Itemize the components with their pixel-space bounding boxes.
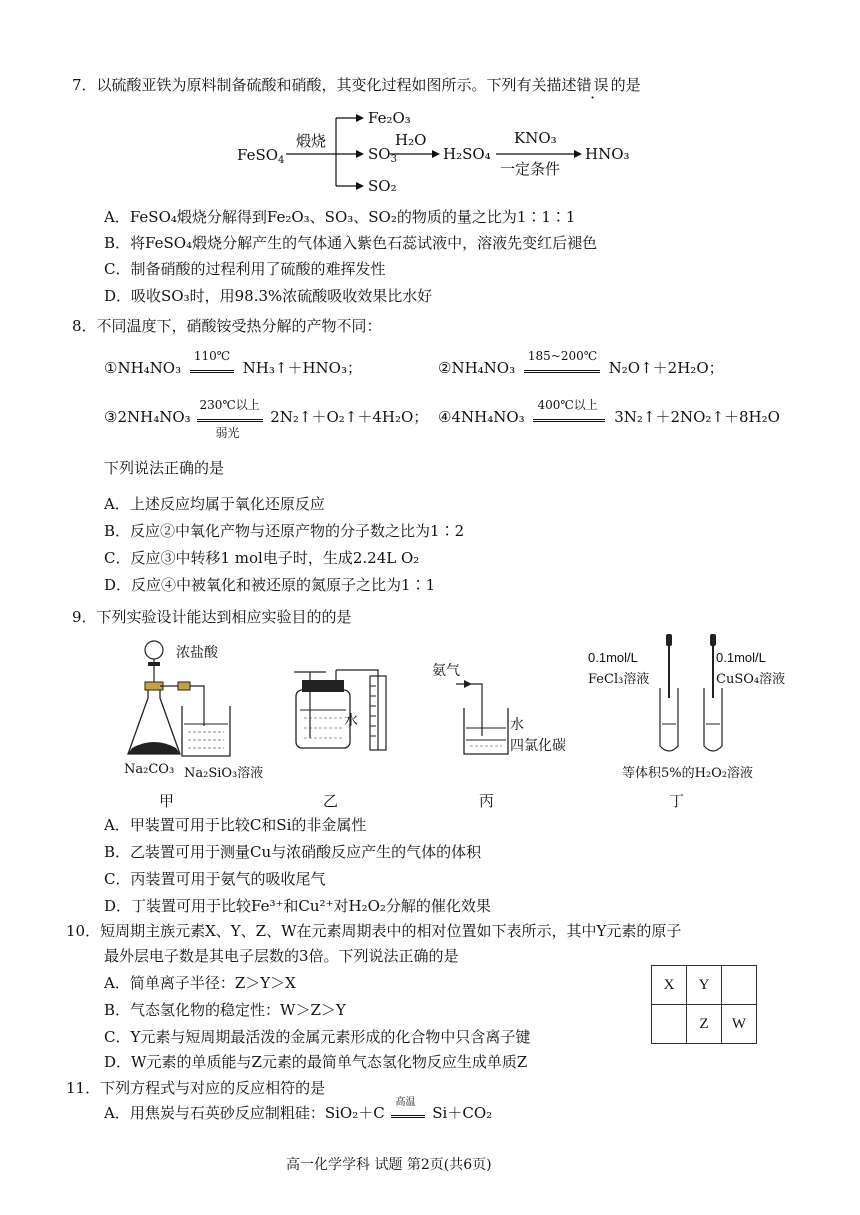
ding-h2o2-label: 等体积5%的H₂O₂溶液 bbox=[622, 766, 754, 781]
scheme-condition: 一定条件 bbox=[500, 160, 561, 178]
r1-condition: 110℃ bbox=[190, 360, 234, 373]
ding-cuso4-label: CuSO₄溶液 bbox=[716, 672, 786, 687]
q8-stem: 8．不同温度下，硝酸铵受热分解的产物不同： bbox=[72, 317, 382, 335]
cell-y: Y bbox=[687, 966, 722, 1005]
q7-option-c: C．制备硝酸的过程利用了硫酸的难挥发性 bbox=[104, 260, 386, 278]
r4-condition: 400℃以上 bbox=[533, 409, 605, 422]
bing-ccl4-label: 四氯化碳 bbox=[510, 738, 566, 754]
scheme-so3: $SO_3$ bbox=[368, 145, 397, 165]
yi-water-label: 水 bbox=[344, 713, 358, 729]
q8-option-d: D．反应④中被氧化和被还原的氮原子之比为1∶1 bbox=[104, 576, 436, 594]
q7-option-a: A．FeSO₄煅烧分解得到Fe₂O₃、SO₃、SO₂的物质的量之比为1∶1∶1 bbox=[104, 208, 576, 226]
cell-x: X bbox=[652, 966, 687, 1005]
q8-option-c: C．反应③中转移1 mol电子时，生成2.24L O₂ bbox=[104, 549, 420, 567]
q8-reaction-2: ②NH₄NO₃ 185~200℃ N₂O↑＋2H₂O； bbox=[438, 349, 724, 377]
label-bing: 丙 bbox=[479, 792, 495, 810]
cell-empty-2 bbox=[652, 1005, 687, 1044]
q10-stem-line2: 最外层电子数是其电子层数的3倍。下列说法正确的是 bbox=[104, 947, 459, 965]
scheme-h2o: H₂O bbox=[395, 131, 427, 149]
q7-stem bbox=[72, 75, 641, 95]
cell-empty-1 bbox=[722, 966, 757, 1005]
q8-reaction-4: ④4NH₄NO₃ 400℃以上 3N₂↑＋2NO₂↑＋8H₂O bbox=[438, 398, 780, 426]
bing-water-label: 水 bbox=[510, 717, 524, 733]
q7-option-b: B．将FeSO₄煅烧分解产生的气体通入紫色石蕊试液中，溶液先变红后褪色 bbox=[104, 234, 598, 252]
q10-option-d: D．W元素的单质能与Z元素的最简单气态氢化物反应生成单质Z bbox=[104, 1053, 528, 1071]
q10-option-c: C．Y元素与短周期最活泼的金属元素形成的化合物中只含离子键 bbox=[104, 1028, 531, 1046]
scheme-kno3: KNO₃ bbox=[514, 129, 557, 147]
q9-option-a: A．甲装置可用于比较C和Si的非金属性 bbox=[104, 816, 367, 834]
q11-a-condition: 高温 bbox=[391, 1105, 425, 1118]
q8-reaction-3: ③2NH₄NO₃ 230℃以上 弱光 2N₂↑＋O₂↑＋4H₂O； bbox=[104, 398, 429, 440]
ding-conc1-label: 0.1mol/L bbox=[588, 650, 638, 665]
scheme-h2so4: H₂SO₄ bbox=[443, 145, 491, 163]
jia-na2sio3-label: Na₂SiO₃溶液 bbox=[184, 766, 264, 781]
q9-option-b: B．乙装置可用于测量Cu与浓硝酸反应产生的气体的体积 bbox=[104, 843, 482, 861]
r3-condition: 230℃以上 弱光 bbox=[197, 409, 263, 422]
ding-fecl3-label: FeCl₃溶液 bbox=[588, 672, 650, 687]
q11-option-a: A．用焦炭与石英砂反应制粗硅：SiO₂＋C 高温 Si＋CO₂ bbox=[104, 1097, 493, 1122]
ding-conc2-label: 0.1mol/L bbox=[716, 650, 766, 665]
q9-option-d: D．丁装置可用于比较Fe³⁺和Cu²⁺对H₂O₂分解的催化效果 bbox=[104, 897, 491, 915]
scheme-fe2o3: Fe₂O₃ bbox=[368, 109, 411, 127]
bing-ammonia-label: 氨气 bbox=[432, 663, 460, 679]
label-yi: 乙 bbox=[323, 792, 339, 810]
q7-stem-emphasis: 错误 bbox=[576, 76, 611, 94]
periodic-table-fragment bbox=[651, 965, 757, 1044]
q8-ask: 下列说法正确的是 bbox=[104, 459, 225, 477]
jia-hcl-label: 浓盐酸 bbox=[176, 645, 218, 661]
page-footer: 高一化学学科 试题 第2页(共6页) bbox=[286, 1157, 492, 1173]
q10-option-a: A．简单离子半径：Z＞Y＞X bbox=[104, 974, 296, 992]
scheme-hno3: HNO₃ bbox=[585, 145, 630, 163]
q11-stem: 11．下列方程式与对应的反应相符的是 bbox=[66, 1079, 326, 1097]
q10-stem-line1: 10．短周期主族元素X、Y、Z、W在元素周期表中的相对位置如下表所示，其中Y元素的原子 bbox=[66, 922, 682, 940]
label-ding: 丁 bbox=[669, 792, 685, 810]
scheme-feso4: FeSO$_4$ bbox=[237, 146, 285, 166]
r2-condition: 185~200℃ bbox=[524, 360, 600, 373]
q9-option-c: C．丙装置可用于氨气的吸收尾气 bbox=[104, 870, 326, 888]
label-jia: 甲 bbox=[159, 792, 175, 810]
cell-z: Z bbox=[687, 1005, 722, 1044]
scheme-calcine: 煅烧 bbox=[296, 132, 327, 150]
q7-stem-tail: 的是 bbox=[610, 76, 641, 94]
q7-stem-text: 7．以硫酸亚铁为原料制备硫酸和硝酸，其变化过程如图所示。下列有关描述 bbox=[72, 76, 577, 94]
q10-option-b: B．气态氢化物的稳定性：W＞Z＞Y bbox=[104, 1001, 346, 1019]
q8-option-a: A．上述反应均属于氧化还原反应 bbox=[104, 495, 325, 513]
q7-option-d: D．吸收SO₃时，用98.3%浓硫酸吸收效果比水好 bbox=[104, 287, 433, 305]
scheme-so2: SO₂ bbox=[368, 177, 397, 195]
cell-w: W bbox=[722, 1005, 757, 1044]
q8-option-b: B．反应②中氧化产物与还原产物的分子数之比为1∶2 bbox=[104, 522, 465, 540]
q9-stem: 9．下列实验设计能达到相应实验目的的是 bbox=[72, 608, 352, 626]
jia-na2co3-label: Na₂CO₃ bbox=[124, 762, 175, 777]
q8-reaction-1: ①NH₄NO₃ 110℃ NH₃↑＋HNO₃； bbox=[104, 349, 362, 377]
